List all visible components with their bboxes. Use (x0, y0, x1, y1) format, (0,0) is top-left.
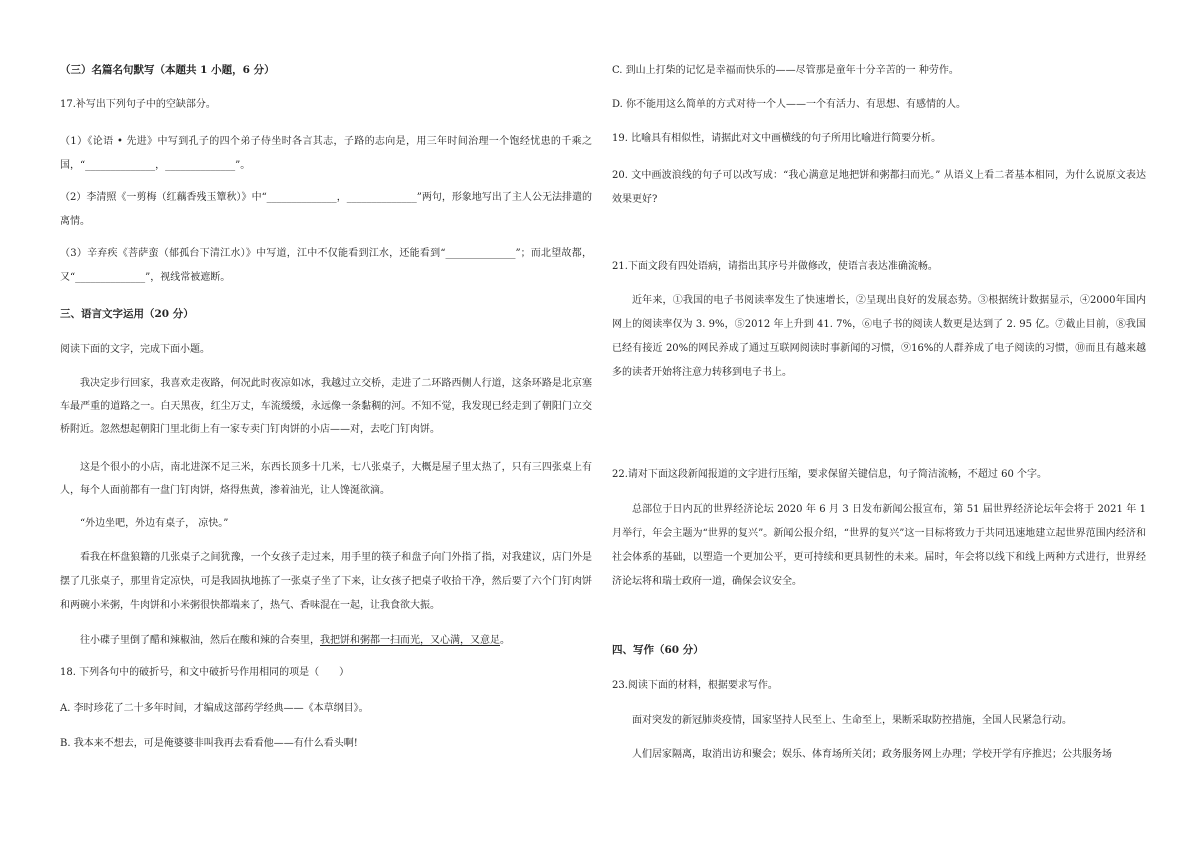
question-18-option-a: A. 李时珍花了二十多年时间，才编成这部药学经典——《本草纲目》。 (60, 703, 369, 714)
question-20: 20. 文中画波浪线的句子可以改写成：“我心满意足地把饼和粥都扫而光。” 从语义上看二者基本相同，为什么说原文表达效果更好? (612, 170, 1146, 205)
passage-paragraph-2: 这是个很小的小店，南北进深不足三米，东西长顶多十几米，七八张桌子，大概是屋子里太热了，只有三四张桌上有人，每个人面前都有一盘门钉肉饼，烙得焦黄，渗着油光，让人馋涎欲滴。 (60, 462, 592, 496)
question-18-prompt: 18. 下列各句中的破折号，和文中破折号作用相同的项是（ ） (60, 667, 350, 678)
part-3-heading: 三、语言文字运用（20 分） (60, 308, 194, 320)
question-22-passage: 总部位于日内瓦的世界经济论坛 2020 年 6 月 3 日发布新闻公报宣布，第 51 届世界经济论坛年会将于 2021 年 1 月举行，年会主题为“世界的复兴”。新闻公报介绍，“世界的复兴”这一目标将致力于共同迅速地建立起世界范围内经济和社会体系的基础，以塑造一个更加公平，更可持续和更具韧性的未来。届时，年会将以线下和线上两种方式进行，世界经济论坛将和瑞士政府一道，确保会议安全。 (612, 504, 1146, 587)
part-3-prompt: 阅读下面的文字，完成下面小题。 (60, 344, 210, 355)
question-18-option-b: B. 我本来不想去，可是俺婆婆非叫我再去看看他——有什么看头啊! (60, 738, 358, 749)
question-22-prompt: 22.请对下面这段新闻报道的文字进行压缩，要求保留关键信息，句子简洁流畅，不超过 60 个字。 (612, 469, 1047, 480)
question-18-option-d: D. 你不能用这么简单的方式对待一个人——一个有活力、有思想、有感情的人。 (612, 99, 967, 110)
passage-paragraph-5 (60, 632, 592, 649)
passage-paragraph-5-end: 。 (500, 635, 510, 646)
question-17-prompt: 17.补写出下列句子中的空缺部分。 (60, 99, 216, 110)
question-18-option-c: C. 到山上打柴的记忆是幸福而快乐的——尽管那是童年十分辛苦的一 种劳作。 (612, 65, 959, 76)
passage-paragraph-5-text: 往小碟子里倒了醋和辣椒油，然后在酸和辣的合奏里， (80, 635, 320, 646)
question-23-material-paragraph-1: 面对突发的新冠肺炎疫情，国家坚持人民至上、生命至上，果断采取防控措施，全国人民紧急行动。 (632, 715, 1072, 726)
section-heading-famous-quotes: （三）名篇名句默写（本题共 1 小题，6 分） (60, 64, 275, 76)
question-17-item-2: （2）李清照《一剪梅（红藕香残玉簟秋）》中“______________，______________”两句，形象地写出了主人公无法排遣的离情。 (60, 192, 592, 227)
question-23-prompt: 23.阅读下面的材料，根据要求写作。 (612, 680, 778, 691)
part-4-heading: 四、写作（60 分） (612, 644, 704, 656)
underlined-sentence: 我把饼和粥都一扫而光，又心满，又意足 (320, 635, 500, 646)
question-19: 19. 比喻具有相似性，请据此对文中画横线的句子所用比喻进行简要分析。 (612, 133, 942, 144)
passage-paragraph-3: “外边坐吧，外边有桌子， 凉快。” (80, 518, 229, 529)
passage-paragraph-4: 看我在杯盘狼籍的几张桌子之间犹豫，一个女孩子走过来，用手里的筷子和盘子向门外指了指，对我建议，店门外是摆了几张桌子，那里肯定凉快，可是我固执地拣了一张桌子坐了下来，让女孩子把桌子收拾干净，然后要了六个门钉肉饼和两碗小米粥，牛肉饼和小米粥很快都端来了，热气、香味混在一起，让我食欲大振。 (60, 552, 592, 611)
question-21-passage: 近年来，①我国的电子书阅读率发生了快速增长，②呈现出良好的发展态势。③根据统计数据显示，④2000年国内网上的阅读率仅为 3. 9%，⑤2012 年上升到 41. 7%，⑥电子书的阅读人数更是达到了 2. 95 亿。⑦截止目前，⑧我国已经有接近 20%的网民养成了通过互联网阅读时事新闻的习惯，⑨16%的人群养成了电子阅读的习惯，⑩而且有越来越多的读者开始将注意力转移到电子书上。 (612, 295, 1146, 378)
question-21-prompt: 21.下面文段有四处语病，请指出其序号并做修改，使语言表达准确流畅。 (612, 261, 938, 272)
passage-paragraph-1: 我决定步行回家，我喜欢走夜路，何况此时夜凉如冰，我越过立交桥，走进了二环路西侧人行道，这条环路是北京塞车最严重的道路之一。白天黑夜，红尘万丈，车流缓缓，永远像一条黏稠的河。不知不觉，我发现已经走到了朝阳门立交桥附近。忽然想起朝阳门里北街上有一家专卖门钉肉饼的小店——对，去吃门钉肉饼。 (60, 378, 592, 435)
question-23-material-paragraph-2: 人们居家隔离，取消出访和聚会；娱乐、体育场所关闭；政务服务网上办理；学校开学有序推迟；公共服务场 (632, 749, 1112, 760)
question-17-item-1: （1）《论语 • 先进》中写到孔子的四个弟子侍坐时各言其志，子路的志向是，用三年时间治理一个饱经忧患的千乘之国，“______________，______________”。 (60, 136, 592, 171)
question-17-item-3: （3）辛弃疾《菩萨蛮（郁孤台下清江水）》中写道，江中不仅能看到江水，还能看到“______________”；而北望故都，又“______________”，视线常被遮断。 (60, 248, 592, 283)
